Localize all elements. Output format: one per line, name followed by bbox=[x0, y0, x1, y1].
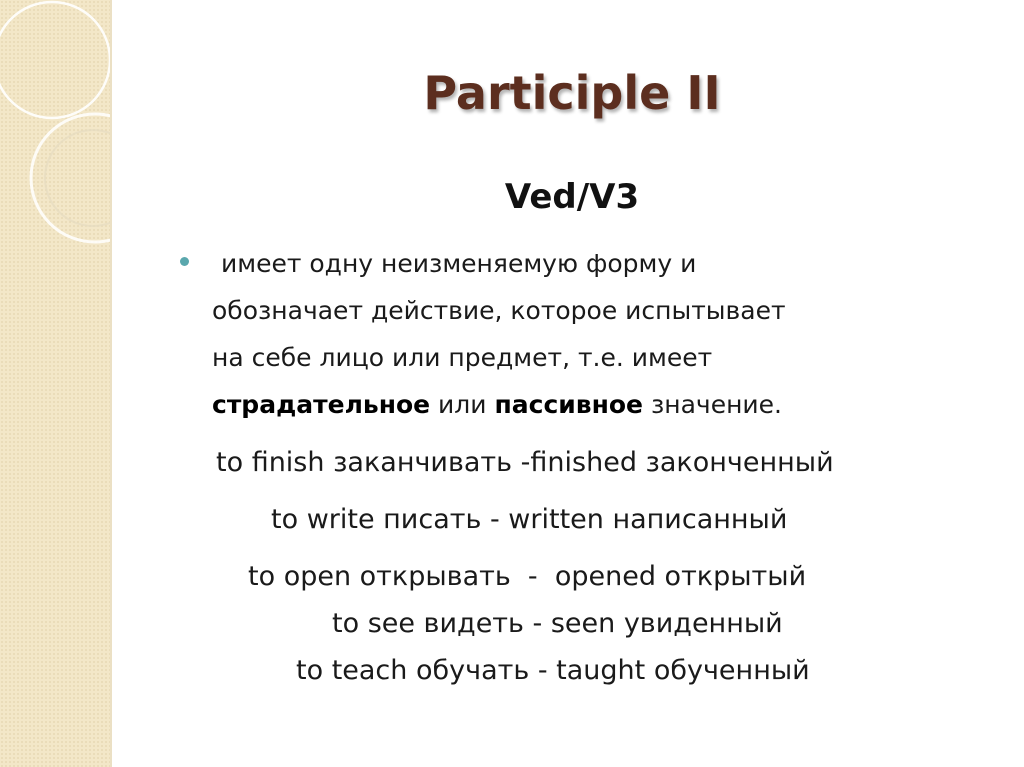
slide-title: Participle II bbox=[423, 66, 721, 120]
definition-bold-passive-1: страдательное bbox=[212, 390, 431, 419]
definition-line-2: обозначает действие, которое испытывает bbox=[212, 296, 786, 325]
example-write: to write писать - written написанный bbox=[271, 504, 788, 535]
definition-connector: или bbox=[430, 390, 495, 419]
definition-paragraph bbox=[212, 240, 1007, 428]
decorative-side-strip bbox=[0, 0, 112, 767]
example-open: to open открывать - opened открытый bbox=[248, 561, 807, 592]
definition-bold-passive-2: пассивное bbox=[494, 390, 644, 419]
example-teach: to teach обучать - taught обученный bbox=[296, 655, 810, 686]
side-strip-edge bbox=[110, 0, 112, 767]
bullet-dot-icon bbox=[180, 257, 189, 266]
definition-line-3: на себе лицо или предмет, т.е. имеет bbox=[212, 343, 713, 372]
definition-end: значение. bbox=[643, 390, 782, 419]
definition-line-1: имеет одну неизменяемую форму и bbox=[221, 249, 697, 278]
slide-subtitle: Ved/V3 bbox=[504, 177, 640, 217]
example-finish: to finish заканчивать -finished законченный bbox=[216, 447, 834, 478]
decorative-circles bbox=[0, 0, 112, 767]
example-see: to see видеть - seen увиденный bbox=[332, 608, 783, 639]
